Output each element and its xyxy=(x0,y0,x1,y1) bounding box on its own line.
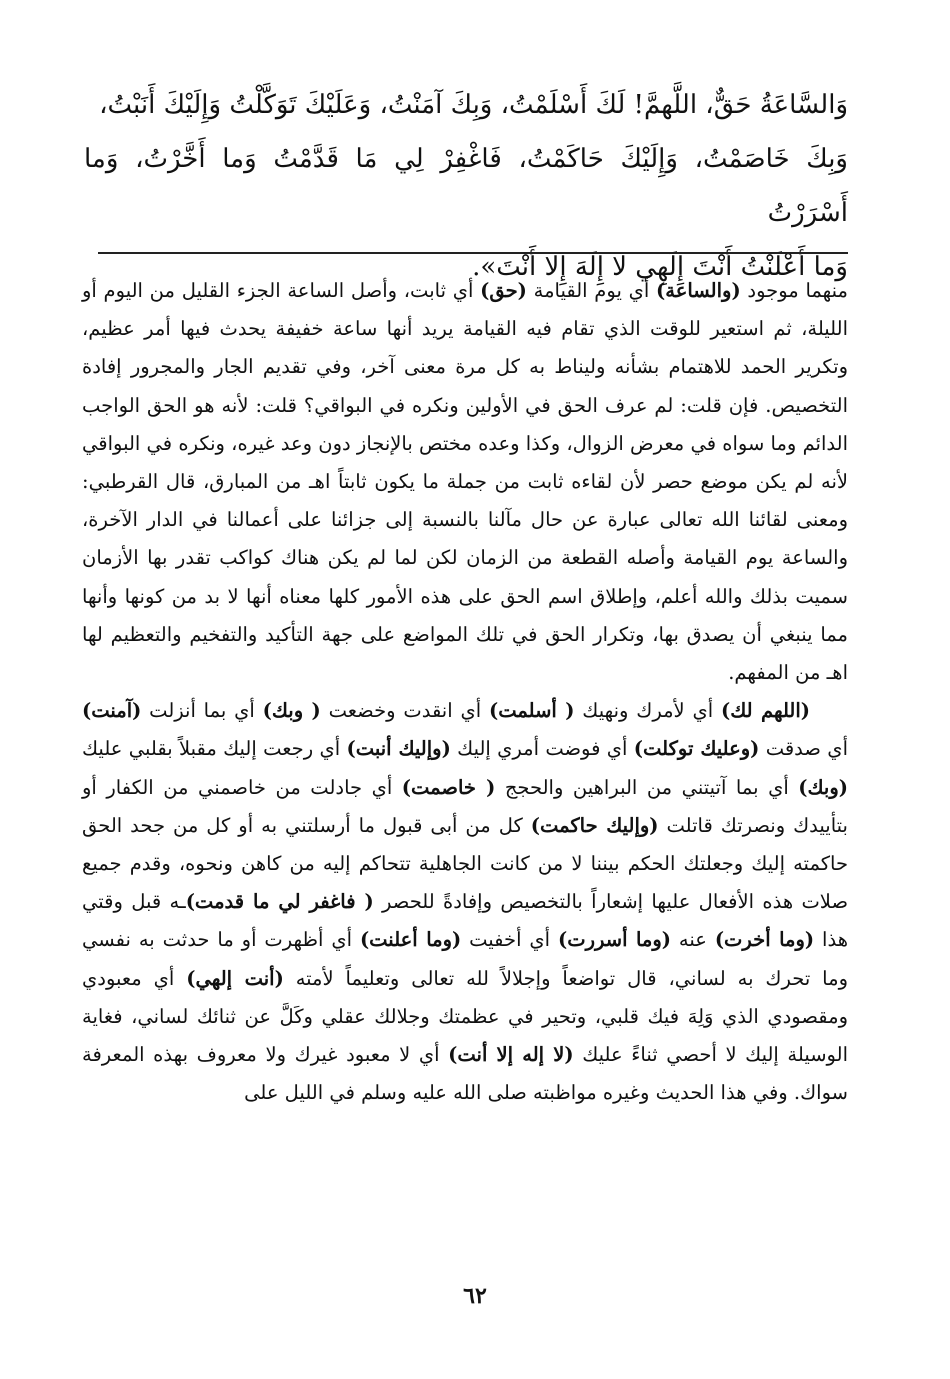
quoted-term: (أنت إلهي) xyxy=(186,966,284,990)
text-run: ـه قبل وقتي هذا xyxy=(82,890,848,952)
hadith-text xyxy=(84,78,848,294)
text-run: أي معبودي ومقصودي الذي وَلِهَ فيك قلبي، وتحير في عظمتك وجلالك عقلي وكَلَّ عن ثنائك لساني، فغاية الوسيلة إليك لا أحصي ثناءً عليك xyxy=(82,966,848,1067)
text-run: أي صدقت xyxy=(759,737,848,761)
hadith-line: وَالسَّاعَةُ حَقٌّ، اللَّهمَّ! لَكَ أَسْلَمْتُ، وَبِكَ آمَنْتُ، وَعَلَيْكَ تَوَكَّلْتُ وَإِلَيْكَ أَنَبْتُ، xyxy=(99,90,848,120)
text-run: أي بما آتيتني من البراهين والحجج xyxy=(495,775,799,799)
quoted-term: (وإليك حاكمت) xyxy=(530,813,659,837)
text-run: منهما موجود xyxy=(740,279,849,302)
quoted-term: (حق) xyxy=(480,279,527,302)
quoted-term: (وما أخرت) xyxy=(714,928,815,952)
text-run: أي بما أنزلت xyxy=(141,699,263,723)
page-number: ٦٢ xyxy=(463,1283,487,1309)
quoted-term: (وبك) xyxy=(798,775,848,799)
text-run: أي يوم القيامة xyxy=(526,279,657,302)
hadith-line: وَبِكَ خَاصَمْتُ، وَإِلَيْكَ حَاكَمْتُ، فَاغْفِرْ لِي مَا قَدَّمْتُ وَما أَخَّرْتُ، وَما أَسْرَرْتُ xyxy=(84,144,848,228)
footnote-separator xyxy=(98,252,848,254)
quoted-term: ( وبك) xyxy=(262,699,321,723)
text-run: أي فوضت أمري إليك xyxy=(450,737,634,761)
text-run: أي لأمرك ونهيك xyxy=(574,699,721,723)
quoted-term: (وما أعلنت) xyxy=(359,928,462,952)
quoted-term: (اللهم لك) xyxy=(720,699,810,723)
hadith-line: وَما أَعْلَنْتُ أَنْتَ إِلَهِي لا إِلَهَ إِلا أَنْتَ». xyxy=(472,252,848,282)
text-run: كل من أبى قبول ما أرسلتني به أو كل من جحد الحق حاكمته إليك وجعلتك الحكم بيننا لا من كانت الجاهلية تتحاكم إليه من كاهن ونحوه، وقدم جميع صلات هذه الأفعال عليها إشعاراً بالتخصيص وإفادةً للحصر xyxy=(82,813,848,914)
commentary-paragraph xyxy=(82,692,848,1112)
text-run: أي جادلت من خاصمني من الكفار أو بتأييدك ونصرتك قاتلت xyxy=(82,775,848,837)
quoted-term: ( خاصمت) xyxy=(401,775,496,799)
text-run: أي أخفيت xyxy=(461,928,558,952)
commentary-text xyxy=(82,272,848,1112)
text-run: أي انقدت وخضعت xyxy=(320,699,489,723)
quoted-term: (وما أسررت) xyxy=(557,928,672,952)
quoted-term: (لا إله إلا أنت) xyxy=(448,1043,574,1067)
text-run: أي ثابت، وأصل الساعة الجزء القليل من اليوم أو الليلة، ثم استعير للوقت الذي تقام فيه القيامة يريد أنها ساعة خفيفة يحدث فيها أمر عظيم، وتكرير الحمد للاهتمام بشأنه وليناط به كل مرة معنى آخر، وفي تقديم الجار والمجرور إفادة التخصيص. فإن قلت: لم عرف الحق في الأولين ونكره في البواقي؟ قلت: لأنه هو الحق الواجب الدائم وما سواه في معرض الزوال، وكذا وعده مختص بالإنجاز دون وعد غيره، ونكره في البواقي لأنه لم يكن موضع حصر لأن لقاءه ثابت من جملة ما يكون ثابتاً اهـ من المبارق، قال القرطبي: ومعنى لقائنا الله تعالى عبارة عن حال مآلنا بالنسبة إلى جزائنا على أعمالنا في الدار الآخرة، والساعة يوم القيامة وأصله القطعة من الزمان لكن لما لم يكن هناك كواكب تقدر بها الأزمان سميت بذلك والله أعلم، وإطلاق اسم الحق على هذه الأمور كلها معناه أنها لا بد من كونها وأنها مما ينبغي أن يصدق بها، وتكرار الحق في تلك المواضع على جهة التأكيد والتفخيم والتعظيم لها اهـ من المفهم. xyxy=(82,279,848,685)
quoted-term: (والساعة) xyxy=(656,279,741,302)
quoted-term: (وإليك أنبت) xyxy=(346,737,451,761)
text-run: أي أظهرت أو ما حدثت به نفسي وما تحرك به لساني، قال تواضعاً وإجلالاً لله تعالى وتعليماً لأمته xyxy=(82,928,848,990)
quoted-term: ( أسلمت) xyxy=(488,699,575,723)
commentary-paragraph xyxy=(82,272,848,692)
quoted-term: (وعليك توكلت) xyxy=(633,737,760,761)
quoted-term: (آمنت) xyxy=(82,699,142,723)
text-run: أي رجعت إليك مقبلاً بقلبي عليك xyxy=(82,737,347,761)
text-run: عنه xyxy=(671,928,715,952)
quoted-term: ( فاغفر لي ما قدمت) xyxy=(185,890,374,914)
text-run: أي لا معبود غيرك ولا معروف بهذه المعرفة سواك. وفي هذا الحديث وغيره مواظبته صلى الله عليه وسلم في الليل على xyxy=(82,1043,848,1105)
